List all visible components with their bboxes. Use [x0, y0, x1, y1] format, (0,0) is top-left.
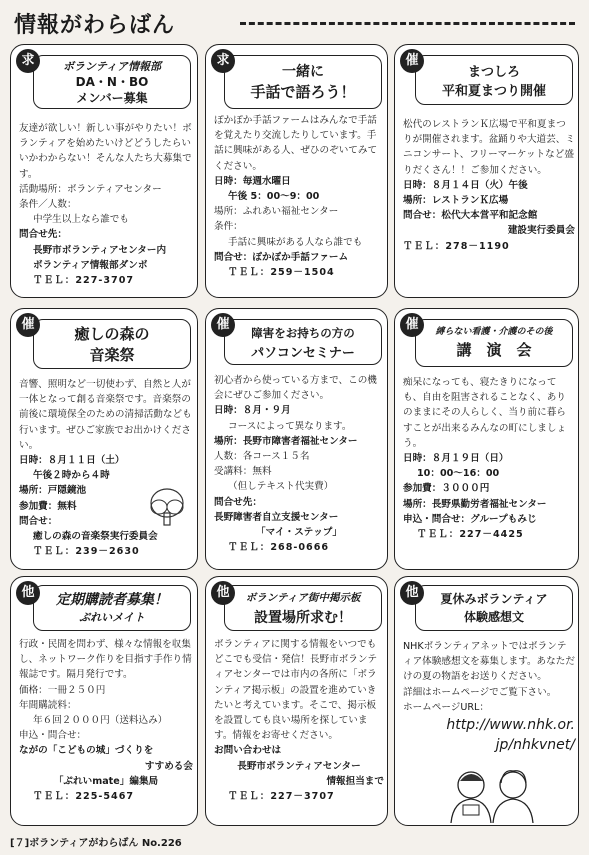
tree-illustration: [145, 485, 189, 529]
card-contact: 癒しの森の音楽祭実行委員会: [33, 531, 158, 543]
card-contact: 問合せ：ぽかぽか手話ファーム: [214, 251, 349, 263]
card-info: 参加費：３０００円: [403, 483, 490, 495]
card-info: 日時：８月１９日（日）: [403, 453, 509, 465]
card-contact: 長野市ボランティアセンター: [237, 760, 361, 772]
card-info: 場所：長野市障害者福祉センター: [214, 435, 358, 447]
card-body: [403, 375, 575, 542]
card-description: ボランティアに関する情報をいつでもどこでも受信・発信！長野市ボランティアセンターでは市内の各所に「ボランティア掲示板」の設置を進めていきたいと考えています。そこで、掲示板を設置しても良い場所を探しています。情報をお寄せください。: [214, 639, 378, 742]
card-info: 年間購読料：: [19, 699, 77, 711]
card-lecture: [394, 308, 579, 570]
card-info: 日時：８月１４日（火）午後: [403, 179, 528, 191]
card-contact-label: お問い合わせは: [214, 745, 282, 757]
card-description: 松代のレストランＫ広場で平和夏まつりが開催されます。盆踊りや大道芸、ミニコンサート、フリーマーケットなど盛りだくさん！！ご参加ください。: [403, 119, 575, 176]
card-title-line2: ぷれいメイト: [79, 611, 145, 624]
card-title-line1: 一緒に: [282, 64, 324, 80]
card-contact: 問合せ：松代大本営平和記念館: [403, 210, 538, 222]
badge-event: 催: [211, 313, 235, 337]
card-title-line1: 癒しの森の: [74, 325, 150, 343]
badge-recruit: 求: [211, 49, 235, 73]
badge-event: 催: [16, 313, 40, 337]
card-body: [403, 639, 575, 755]
card-phone: ＴＥＬ：225-5467: [33, 791, 135, 803]
card-body: [19, 637, 193, 804]
card-info: 参加費：無料: [19, 500, 77, 512]
card-summer-festival: [394, 44, 579, 298]
badge-other: 他: [16, 581, 40, 605]
card-title-line2: DA・N・BO: [75, 75, 149, 89]
badge-recruit: 求: [16, 49, 40, 73]
card-phone: ＴＥＬ：227－4425: [417, 529, 524, 541]
badge-event: 催: [400, 313, 424, 337]
card-info: 人数：各コース１５名: [214, 451, 310, 463]
card-info: 場所：レストランＫ広場: [403, 195, 509, 207]
card-info: 午後２時から４時: [33, 470, 110, 482]
card-sign-language: [205, 44, 388, 298]
page-title: 情報がわらばん: [14, 13, 176, 38]
card-body: [214, 113, 384, 280]
card-contact: すすめる会: [144, 760, 193, 772]
card-phone: ＴＥＬ：239－2630: [33, 546, 140, 558]
card-body: [214, 637, 384, 804]
card-title-line1: 縛らない看護・介護のその後: [435, 327, 553, 337]
card-info: 日時：毎週水曜日: [214, 175, 291, 187]
card-contact-label: 問合せ先：: [214, 496, 262, 508]
website-url[interactable]: http://www.nhk.or.: [446, 717, 575, 734]
card-info: 詳細はホームページでご覧下さい。: [403, 686, 557, 698]
card-description: 行政・民間を問わず、様々な情報を収集し、ネットワーク作りを目指す手作り情報誌です。隔月発行です。: [19, 639, 192, 681]
card-body: [19, 377, 193, 559]
card-info: （但しテキスト代実費）: [228, 481, 334, 493]
card-info: ホームページURL：: [403, 701, 489, 713]
card-contact-label: 問合せ先：: [19, 229, 67, 241]
card-description: 痴呆になっても、寝たきりになっても、自由を阻害されることなく、ありのままにその人らしく、当り前に暮らすことが出来るみんなの町にしましょう。: [403, 377, 567, 449]
card-contact: 情報担当まで: [326, 775, 384, 787]
card-info: 条件：: [214, 221, 243, 233]
card-title-line1: 定期購読者募集！: [56, 592, 168, 608]
card-subscription: [10, 576, 198, 826]
card-info: 中学生以上なら誰でも: [33, 214, 129, 226]
card-contact-label: 問合せ：: [19, 515, 58, 527]
card-info: 手話に興味がある人なら誰でも: [228, 236, 363, 248]
card-contact: 申込・問合せ：グループもみじ: [403, 513, 537, 525]
people-illustration: [431, 767, 551, 823]
page-footer: [７]ボランティアがわらばん No.226: [10, 838, 182, 849]
card-info: 日時：８月・９月: [214, 405, 291, 417]
card-contact: 長野市ボランティアセンター内: [33, 244, 167, 256]
card-phone: ＴＥＬ：259－1504: [228, 267, 335, 279]
badge-other: 他: [211, 581, 235, 605]
card-info: 活動場所：ボランティアセンター: [19, 183, 162, 195]
card-title-line2: 体験感想文: [463, 610, 524, 624]
card-contact: 建設実行委員会: [507, 225, 575, 237]
card-info: 年６回２０００円（送料込み）: [33, 715, 168, 727]
card-phone: ＴＥＬ：227-3707: [33, 275, 135, 287]
card-title-line1: まつしろ: [467, 65, 520, 80]
card-description: 友達が欲しい！新しい事がやりたい！ボランティアを始めたいけどどうしたらいいかわからない！そんな人たち大募集です。: [19, 123, 192, 180]
card-title-line3: メンバー募集: [76, 91, 148, 105]
card-danbo-recruit: [10, 44, 198, 298]
card-info: 場所：ふれあい福祉センター: [214, 206, 339, 218]
card-info: 日時：８月１１日（土）: [19, 455, 125, 467]
card-description: NHKボランティアネットではボランティア体験感想文を募集します。あなただけの夏の物語をお送りください。: [403, 641, 575, 683]
card-title-line1: 障害をお持ちの方の: [251, 326, 355, 340]
card-body: [403, 117, 575, 254]
card-description: 音響、照明など一切使わず、自然と人が一体となって創る音楽祭です。音楽祭の前後に環境保全のための清掃活動なども行います。ぜひご家族でお出かけください。: [19, 379, 192, 451]
card-contact: 長野障害者自立支援センター: [214, 511, 339, 523]
card-forest-music: [10, 308, 198, 570]
card-title-line2: 平和夏まつり開催: [441, 84, 546, 99]
card-body: [214, 373, 384, 555]
website-url[interactable]: jp/nhkvnet/: [495, 737, 575, 754]
card-info: 10：00～16：00: [417, 468, 500, 480]
card-title-line2: 講 演 会: [456, 341, 532, 359]
card-contact: 「ぷれいmate」編集局: [53, 775, 159, 787]
badge-event: 催: [400, 49, 424, 73]
card-title-line1: ボランティア街中掲示板: [245, 592, 361, 604]
card-info: 場所：戸隠鏡池: [19, 485, 87, 497]
card-body: [19, 121, 193, 288]
card-phone: ＴＥＬ：227－3707: [228, 791, 335, 803]
card-title-line1: ボランティア情報部: [62, 60, 162, 73]
badge-other: 他: [400, 581, 424, 605]
card-info: 場所：長野県勤労者福祉センター: [403, 498, 547, 510]
card-info: 午後 5：00～9：00: [228, 191, 320, 203]
card-info: 条件／人数：: [19, 199, 77, 211]
header-divider: [240, 22, 575, 25]
card-title-line1: 夏休みボランティア: [440, 592, 548, 606]
card-description: 初心者から使っている方まで、この機会にぜひご参加ください。: [214, 375, 377, 402]
card-title-line2: パソコンセミナー: [251, 346, 355, 361]
card-description: ぽかぽか手話ファームはみんなで手話を覚えたり交流したりしています。手話に興味がある人、ぜひのぞいてみてください。: [214, 115, 378, 172]
card-contact-label: 申込・問合せ：: [19, 730, 87, 742]
card-title-line2: 音楽祭: [89, 346, 135, 364]
card-info: 価格：一冊２５０円: [19, 684, 106, 696]
page-header: [8, 6, 583, 40]
card-pc-seminar: [205, 308, 388, 570]
card-title-line2: 手話で語ろう！: [250, 83, 356, 101]
card-info: 受講料：無料: [214, 466, 272, 478]
card-bulletin-board: [205, 576, 388, 826]
card-contact: 「マイ・ステップ」: [256, 527, 342, 539]
card-essay: [394, 576, 579, 826]
card-info: コースによって異なります。: [228, 420, 352, 432]
card-contact: ボランティア情報部ダンボ: [33, 259, 148, 271]
card-phone: ＴＥＬ：268-0666: [228, 542, 330, 554]
card-phone: ＴＥＬ：278－1190: [403, 240, 510, 252]
card-title-line2: 設置場所求む！: [254, 610, 352, 626]
card-contact: ながの「こどもの城」づくりを: [19, 745, 154, 757]
